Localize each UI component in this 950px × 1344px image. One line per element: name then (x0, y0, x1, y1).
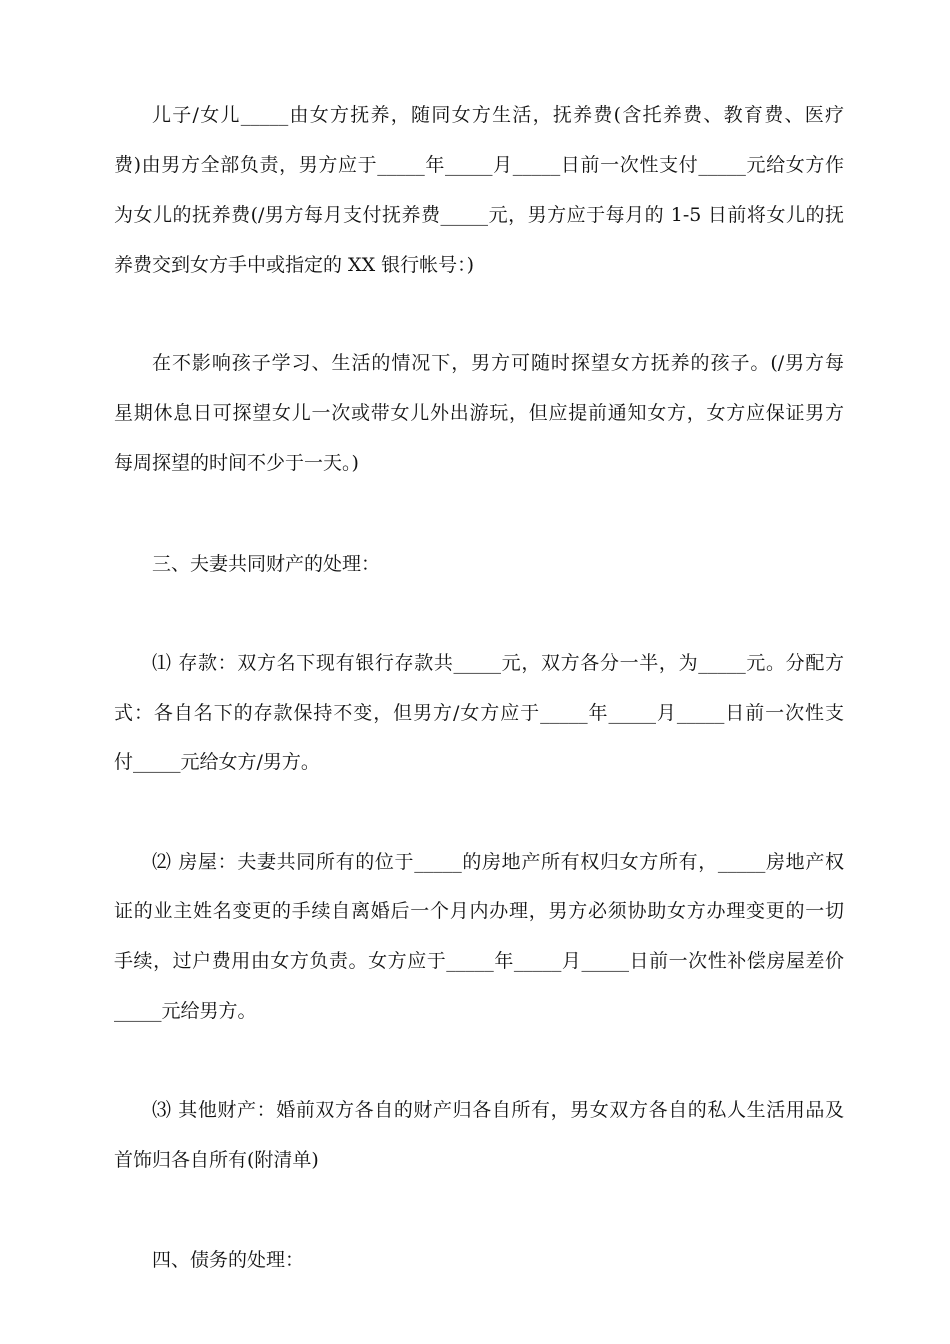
text-line: 证的业主姓名变更的手续自离婚后一个月内办理，男方必须协助女方办理变更的一切 (114, 900, 844, 922)
text-line: 手续，过户费用由女方负责。女方应于_____年_____月_____日前一次性补偿房屋差价 (114, 950, 844, 972)
text-line: 在不影响孩子学习、生活的情况下，男方可随时探望女方抚养的孩子。(/男方每 (152, 352, 844, 374)
text-line: ⑵ 房屋：夫妻共同所有的位于_____的房地产所有权归女方所有，_____房地产权 (152, 851, 844, 873)
text-line: _____元给男方。 (114, 1000, 257, 1022)
text-line: ⑴ 存款：双方名下现有银行存款共_____元，双方各分一半，为_____元。分配方 (152, 652, 844, 674)
text-line: 星期休息日可探望女儿一次或带女儿外出游玩，但应提前通知女方，女方应保证男方 (114, 402, 844, 424)
text-line: 首饰归各自所有(附清单) (114, 1149, 319, 1171)
text-line: 养费交到女方手中或指定的 XX 银行帐号：) (114, 254, 475, 276)
section-heading-property: 三、夫妻共同财产的处理： (152, 553, 381, 575)
text-line: ⑶ 其他财产：婚前双方各自的财产归各自所有，男女双方各自的私人生活用品及 (152, 1099, 844, 1121)
text-line: 每周探望的时间不少于一天。) (114, 452, 359, 474)
text-line: 为女儿的抚养费(/男方每月支付抚养费_____元，男方应于每月的 1-5 日前将女儿的抚 (114, 204, 844, 226)
text-line: 式：各自名下的存款保持不变，但男方/女方应于_____年_____月_____日前一次性支 (114, 702, 844, 724)
text-line: 付_____元给女方/男方。 (114, 751, 320, 773)
text-line: 费)由男方全部负责，男方应于_____年_____月_____日前一次性支付_____元给女方作 (114, 154, 844, 176)
text-line: 儿子/女儿_____由女方抚养，随同女方生活，抚养费(含托养费、教育费、医疗 (152, 104, 844, 126)
section-heading-debts: 四、债务的处理： (152, 1249, 305, 1271)
